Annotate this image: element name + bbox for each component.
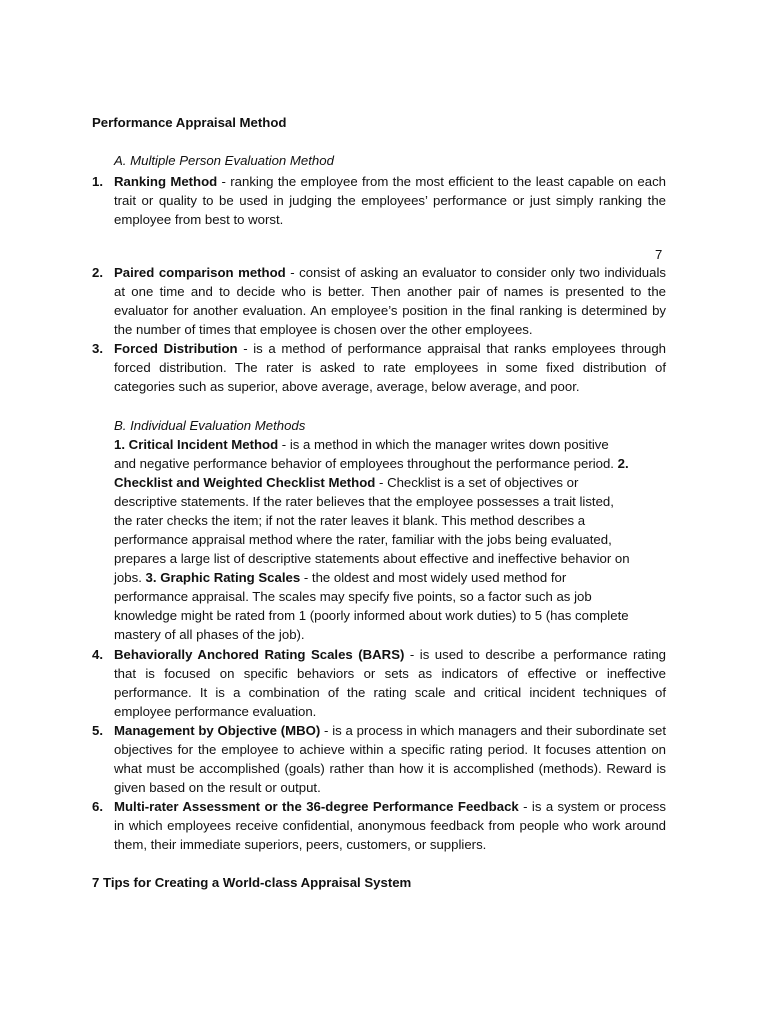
list-item-text: - is used to describe a performance rating that is focused on specific behaviors or sets as indicators of effective or ineffective performance. It is a combination of the rating scale and critical incident techniques of employee performance evaluation.	[114, 647, 666, 719]
paragraph-text: - Checklist is a set of objectives or descriptive statements. If the rater believes that the employee possesses a trait listed, the rater checks the item; if not the rater leaves it blank. This method describes a performance appraisal method where the rater, familiar with the jobs being evaluated, prepares a large list of descriptive statements about effective and ineffective behavior on jobs.	[114, 475, 630, 585]
list-item-number: 6.	[92, 799, 103, 814]
list-item-text: - consist of asking an evaluator to consider only two individuals at one time and to decide who is better. Then another pair of names is presented to the evaluator for another evaluation. An employee’s position in the final ranking is determined by the number of times that employee is chosen over the other employees.	[114, 265, 666, 337]
paragraph-number: 1.	[114, 437, 125, 452]
paragraph-term: Checklist and Weighted Checklist Method	[114, 475, 376, 490]
list-item-number: 5.	[92, 723, 103, 738]
list-item-number: 3.	[92, 341, 103, 356]
list-item-bars	[92, 645, 666, 721]
list-item-number: 4.	[92, 647, 103, 662]
list-item-number: 2.	[92, 265, 103, 280]
paragraph-number: 3.	[145, 570, 157, 585]
paragraph-number: 2.	[617, 456, 629, 471]
section-a-heading: A. Multiple Person Evaluation Method	[114, 153, 334, 168]
list-item-multi-rater	[92, 797, 666, 854]
paragraph-text: - the oldest and most widely used method for performance appraisal. The scales may specify five points, so a factor such as job knowledge might be rated from 1 (poorly informed about work duties) to 5 (has complete mastery of all phases of the job).	[114, 570, 629, 642]
list-item-term: Multi-rater Assessment or the 36-degree Performance Feedback	[114, 799, 519, 814]
section-a-list-part2	[92, 263, 666, 396]
list-item-mbo	[92, 721, 666, 797]
page-number: 7	[655, 247, 663, 262]
page-title: Performance Appraisal Method	[92, 115, 287, 130]
list-item-term: Behaviorally Anchored Rating Scales (BARS)	[114, 647, 405, 662]
section-b-list	[92, 645, 666, 854]
section-b-heading: B. Individual Evaluation Methods	[114, 418, 306, 433]
list-item-forced-distribution	[92, 339, 666, 396]
paragraph-text: - is a method in which the manager writes down positive and negative performance behavior of employees throughout the performance period.	[114, 437, 618, 471]
list-item-term: Management by Objective (MBO)	[114, 723, 321, 738]
paragraph-term: Graphic Rating Scales	[160, 570, 301, 585]
list-item-text: - is a process in which managers and their subordinate set objectives for the employee to achieve within a specific rating period. It focuses attention on what must be accomplished (goals) rather than how it is accomplished (methods). Reward is given based on the result or output.	[114, 723, 666, 795]
paragraph-term: Critical Incident Method	[128, 437, 279, 452]
list-item-text: - is a method of performance appraisal that ranks employees through forced distribution. The rater is asked to rate employees in some fixed distribution of categories such as superior, above average, average, below average, and poor.	[114, 341, 666, 394]
list-item-term: Ranking Method	[114, 174, 218, 189]
section-a-list-part1	[92, 172, 666, 229]
list-item-text: - is a system or process in which employees receive confidential, anonymous feedback from people who work around them, their immediate superiors, peers, customers, or suppliers.	[114, 799, 666, 852]
list-item-text: - ranking the employee from the most efficient to the least capable on each trait or quality to be used in judging the employees’ performance or just simply ranking the employee from best to worst.	[114, 174, 666, 227]
list-item-paired-comparison	[92, 263, 666, 339]
section-b-paragraph	[114, 435, 634, 644]
list-item-number: 1.	[92, 174, 103, 189]
tips-heading: 7 Tips for Creating a World-class Appraisal System	[92, 875, 412, 890]
list-item-ranking-method	[92, 172, 666, 229]
list-item-term: Forced Distribution	[114, 341, 238, 356]
list-item-term: Paired comparison method	[114, 265, 286, 280]
